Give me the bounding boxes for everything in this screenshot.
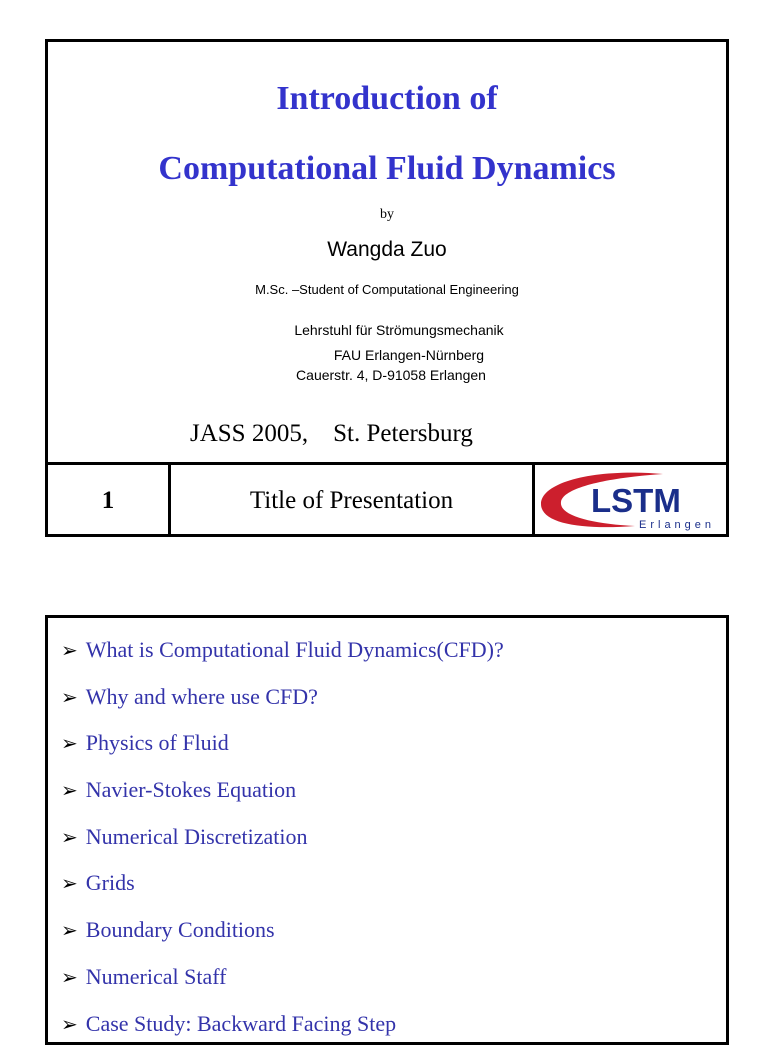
footer-slide-title: Title of Presentation	[171, 465, 535, 537]
logo-sub-text: Erlangen	[639, 519, 715, 531]
lstm-logo-icon	[535, 468, 726, 534]
agenda-item-label: What is Computational Fluid Dynamics(CFD)?	[86, 637, 504, 663]
arrow-bullet-icon: ➢	[61, 777, 78, 803]
agenda-item	[61, 870, 504, 917]
arrow-bullet-icon: ➢	[61, 637, 78, 663]
slide-footer	[48, 462, 726, 537]
arrow-bullet-icon: ➢	[61, 870, 78, 896]
agenda-item-label: Why and where use CFD?	[86, 684, 318, 710]
logo-main-text: LSTM	[591, 482, 681, 519]
arrow-bullet-icon: ➢	[61, 730, 78, 756]
address-line-2: FAU Erlangen-Nürnberg	[70, 347, 748, 363]
title-line-1: Introduction of	[48, 80, 726, 118]
agenda-item-label: Numerical Staff	[86, 964, 227, 990]
agenda-item	[61, 824, 504, 871]
agenda-item-label: Navier-Stokes Equation	[86, 777, 296, 803]
arrow-bullet-icon: ➢	[61, 684, 78, 710]
agenda-item-label: Boundary Conditions	[86, 917, 275, 943]
agenda-item	[61, 684, 504, 731]
author-name: Wangda Zuo	[48, 238, 726, 262]
agenda-item	[61, 1011, 504, 1045]
arrow-bullet-icon: ➢	[61, 824, 78, 850]
agenda-item	[61, 730, 504, 777]
author-degree: M.Sc. –Student of Computational Engineering	[48, 282, 726, 297]
title-line-2: Computational Fluid Dynamics	[48, 150, 726, 188]
agenda-item	[61, 964, 504, 1011]
agenda-slide	[45, 615, 729, 1045]
lstm-logo	[535, 465, 726, 537]
title-slide	[45, 39, 729, 537]
page-number: 1	[48, 465, 171, 537]
agenda-item-label: Numerical Discretization	[86, 824, 308, 850]
agenda-item-label: Case Study: Backward Facing Step	[86, 1011, 396, 1037]
agenda-item	[61, 777, 504, 824]
address-line-1: Lehrstuhl für Strömungsmechanik	[60, 322, 738, 338]
agenda-list	[61, 637, 504, 1045]
arrow-bullet-icon: ➢	[61, 917, 78, 943]
by-label: by	[48, 207, 726, 223]
agenda-item	[61, 637, 504, 684]
conference-line: JASS 2005, St. Petersburg	[190, 420, 473, 448]
arrow-bullet-icon: ➢	[61, 1011, 78, 1037]
agenda-item-label: Physics of Fluid	[86, 730, 229, 756]
address-line-3: Cauerstr. 4, D-91058 Erlangen	[52, 367, 730, 383]
agenda-item-label: Grids	[86, 870, 135, 896]
agenda-item	[61, 917, 504, 964]
arrow-bullet-icon: ➢	[61, 964, 78, 990]
